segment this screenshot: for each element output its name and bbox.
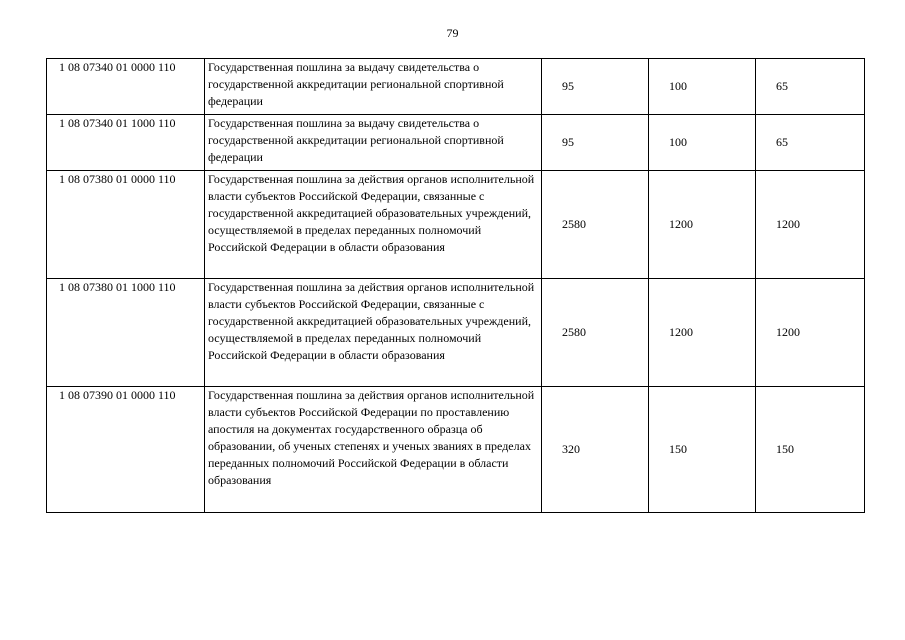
value-cell-1: 2580 [542,171,649,279]
value-cell-1: 95 [542,59,649,115]
value-cell-3: 65 [756,59,865,115]
value-cell-3: 65 [756,115,865,171]
budget-code-cell: 1 08 07380 01 0000 110 [47,171,205,279]
value-cell-2: 1200 [649,279,756,387]
value-cell-1: 2580 [542,279,649,387]
budget-code-cell: 1 08 07380 01 1000 110 [47,279,205,387]
value-cell-1: 320 [542,387,649,513]
fee-name-cell: Государственная пошлина за действия органов исполнительной власти субъектов Российской Федерации, связанные с государственной аккредитацией образовательных учреждений, осуществляемой в пределах переданных полномочий Российской Федерации в области образования [205,171,542,279]
budget-code-cell: 1 08 07340 01 1000 110 [47,115,205,171]
budget-code-cell: 1 08 07340 01 0000 110 [47,59,205,115]
budget-code-cell: 1 08 07390 01 0000 110 [47,387,205,513]
value-cell-2: 100 [649,115,756,171]
value-cell-2: 100 [649,59,756,115]
table-row [47,171,865,279]
value-cell-2: 1200 [649,171,756,279]
fee-name-cell: Государственная пошлина за выдачу свидетельства о государственной аккредитации региональной спортивной федерации [205,115,542,171]
budget-table [46,58,865,513]
table-row [47,279,865,387]
fee-name-cell: Государственная пошлина за действия органов исполнительной власти субъектов Российской Федерации по проставлению апостиля на документах государственного образца об образовании, об ученых степенях и ученых званиях в пределах переданных полномочий Российской Федерации в области образования [205,387,542,513]
page-number: 79 [446,26,459,40]
fee-name-cell: Государственная пошлина за действия органов исполнительной власти субъектов Российской Федерации, связанные с государственной аккредитацией образовательных учреждений, осуществляемой в пределах переданных полномочий Российской Федерации в области образования [205,279,542,387]
value-cell-3: 150 [756,387,865,513]
fee-name-cell: Государственная пошлина за выдачу свидетельства о государственной аккредитации региональной спортивной федерации [205,59,542,115]
table-row [47,115,865,171]
value-cell-1: 95 [542,115,649,171]
table-row [47,59,865,115]
value-cell-2: 150 [649,387,756,513]
value-cell-3: 1200 [756,171,865,279]
table-row [47,387,865,513]
value-cell-3: 1200 [756,279,865,387]
